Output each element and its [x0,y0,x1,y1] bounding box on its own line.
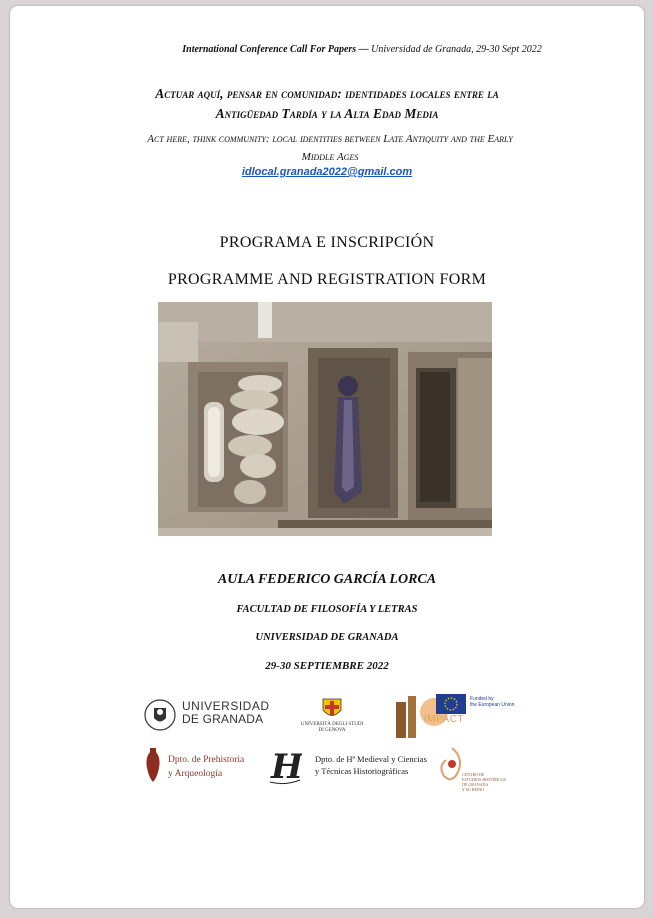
prehistoria-line1: Dpto. de Prehistoria [168,755,245,765]
medieval-letter-h-icon [268,746,302,791]
title-spanish-line2: Antigüedad Tardía y la Alta Edad Media [215,106,439,121]
title-english-line2: Middle Ages [301,151,359,163]
conference-header [10,44,644,55]
medieval-line2: y Técnicas Historiográficas [315,766,409,776]
genova-logo-text [292,722,372,734]
prehistoria-logo-text [168,753,244,781]
genova-line2: DI GENOVA [318,728,346,733]
centro-line3: DE GRANADA [462,782,489,787]
title-spanish [50,84,604,124]
eu-line1: Funded by [470,696,494,702]
centro-line2: ESTUDIOS HISTÓRICOS [462,777,506,782]
venue-dates: 29-30 SEPTIEMBRE 2022 [265,660,389,672]
medieval-line1: Dpto. de Hª Medieval y Ciencias [315,754,427,764]
medieval-logo-text [315,753,427,777]
prehistoria-line2: y Arqueología [168,769,223,779]
venue-faculty: FACULTAD DE FILOSOFÍA Y LETRAS [236,604,418,615]
eu-line2: the European Union [470,702,515,708]
excavation-photo [158,302,492,536]
title-spanish-line1: Actuar aquí, pensar en comunidad: identidades locales entre la [155,86,499,101]
title-english-line1: Act here, think community: local identities between Late Antiquity and the Early [147,133,513,145]
centro-line1: CENTRO DE [462,772,485,777]
ugr-logo-text [182,700,270,726]
eu-funding-text [470,696,514,708]
eu-flag-icon [436,694,466,719]
header-rest: Universidad de Granada, 29-30 Sept 2022 [368,44,542,55]
genova-line1: UNIVERSITÀ DEGLI STUDI [300,722,364,727]
venue-room: AULA FEDERICO GARCÍA LORCA [217,572,437,587]
ugr-crest-icon [144,698,176,737]
contact-email-link[interactable]: idlocal.granada2022@gmail.com [241,166,413,178]
svg-text:H: H [271,747,302,786]
programme-title-english: PROGRAMME AND REGISTRATION FORM [167,271,487,288]
ugr-line2: DE GRANADA [182,712,264,726]
header-bold: International Conference Call For Papers — [182,44,369,55]
centro-estudios-text [462,772,522,792]
title-english [80,130,580,166]
impact-logo-text: IMPACT [424,714,465,725]
document-page [10,6,644,908]
centro-line4: Y SU REINO [462,787,485,792]
ugr-line1: UNIVERSIDAD [182,699,270,713]
venue-university: UNIVERSIDAD DE GRANADA [255,632,399,643]
amphora-icon [144,746,162,789]
programme-title-spanish: PROGRAMA E INSCRIPCIÓN [219,234,435,251]
